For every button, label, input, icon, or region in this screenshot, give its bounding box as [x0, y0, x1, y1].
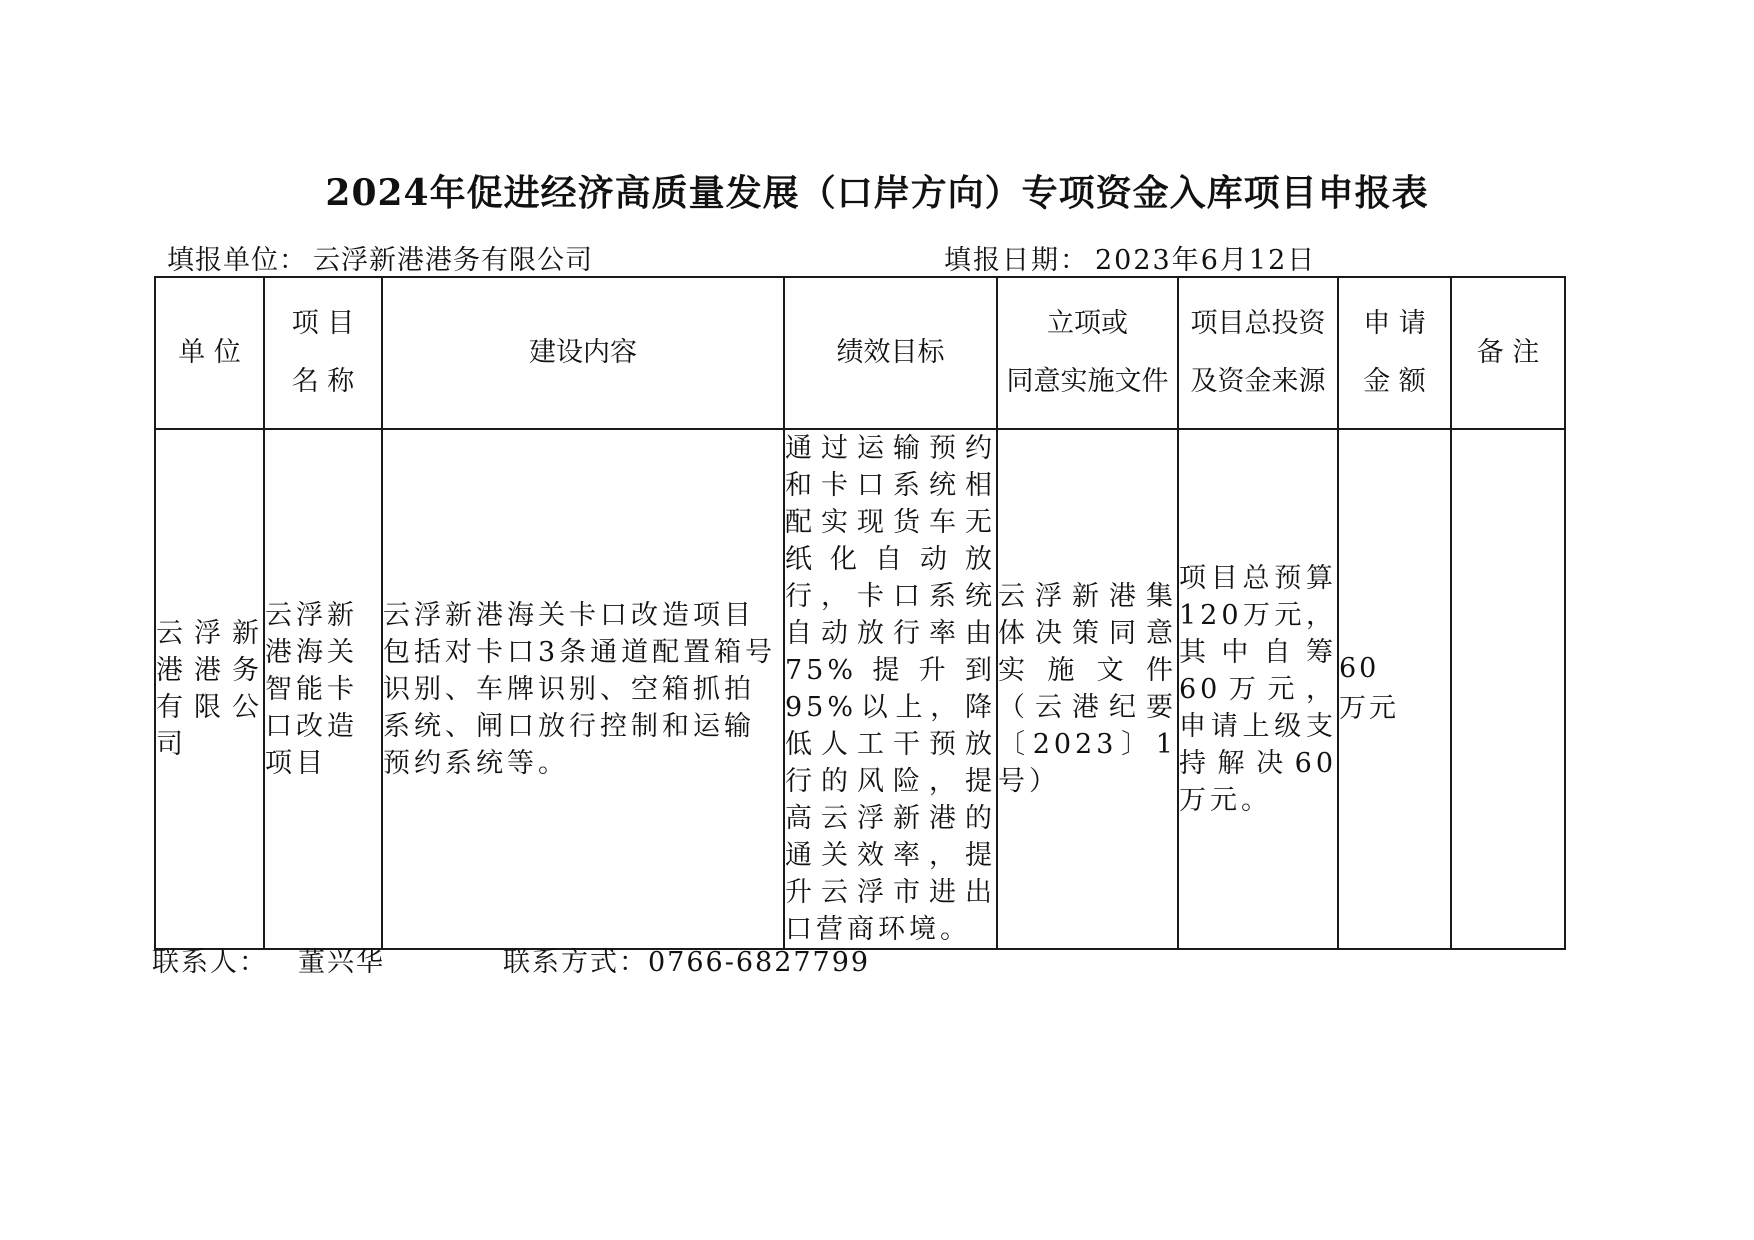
header-amount	[1338, 277, 1451, 429]
header-investment-line2: 及资金来源	[1190, 366, 1326, 397]
fill-date	[944, 238, 1316, 277]
header-project-name-line2: 名 称	[291, 366, 355, 397]
header-project-name	[264, 277, 382, 429]
header-unit: 单 位	[155, 277, 264, 429]
cell-content	[382, 429, 784, 949]
fill-date-value: 2023年6月12日	[1095, 245, 1317, 276]
table-header-row	[155, 277, 1565, 429]
contact-person-name: 董兴华	[298, 947, 385, 978]
cell-approval	[997, 429, 1178, 949]
header-remark: 备 注	[1451, 277, 1565, 429]
header-amount-line1: 申 请	[1363, 308, 1426, 339]
fill-unit-value: 云浮新港港务有限公司	[313, 245, 593, 276]
header-approval-line2: 同意实施文件	[1006, 366, 1169, 397]
header-approval	[997, 277, 1178, 429]
header-content: 建设内容	[382, 277, 784, 429]
cell-performance	[784, 429, 997, 949]
document-title: 2024年促进经济高质量发展（口岸方向）专项资金入库项目申报表	[325, 172, 1429, 214]
header-amount-line2: 金 额	[1363, 366, 1426, 397]
cell-performance-text: 通过运输预约和卡口系统相配实现货车无纸化自动放行，卡口系统自动放行率由75%提升到95%以上，降低人工干预放行的风险，提高云浮新港的通关效率，提升云浮市进出口营商环境。	[785, 433, 996, 945]
application-table	[154, 276, 1566, 950]
contact-method	[503, 940, 870, 979]
cell-investment	[1178, 429, 1338, 949]
cell-project-name-text: 云浮新港海关智能卡口改造项目	[265, 599, 358, 779]
cell-project-name	[264, 429, 382, 949]
header-project-name-line1: 项 目	[291, 308, 355, 339]
fill-unit-label: 填报单位：	[167, 245, 307, 276]
cell-investment-text: 项目总预算120万元，其中自筹60万元，申请上级支持解决60万元。	[1179, 562, 1337, 816]
table-row	[155, 429, 1565, 949]
header-investment-line1: 项目总投资	[1190, 308, 1326, 339]
cell-amount-unit: 万元	[1339, 693, 1399, 724]
cell-approval-text: 云浮新港集体决策同意实施文件（云港纪要〔2023〕1号）	[998, 581, 1177, 797]
contact-person-label: 联系人：	[152, 947, 268, 978]
header-approval-line1: 立项或	[1047, 308, 1128, 339]
header-performance: 绩效目标	[784, 277, 997, 429]
contact-method-label: 联系方式：	[503, 947, 648, 978]
contact-method-value: 0766-6827799	[648, 947, 871, 978]
cell-content-text: 云浮新港海关卡口改造项目包括对卡口3条通道配置箱号识别、车牌识别、空箱抓拍系统、闸口放行控制和运输预约系统等。	[383, 599, 777, 779]
header-investment	[1178, 277, 1338, 429]
cell-amount	[1338, 429, 1451, 949]
cell-remark	[1451, 429, 1565, 949]
fill-unit	[167, 238, 593, 277]
fill-date-label: 填报日期：	[944, 245, 1089, 276]
cell-amount-number: 60	[1339, 653, 1380, 684]
cell-unit	[155, 429, 264, 949]
cell-unit-text: 云浮新港港务有限公司	[156, 618, 263, 760]
